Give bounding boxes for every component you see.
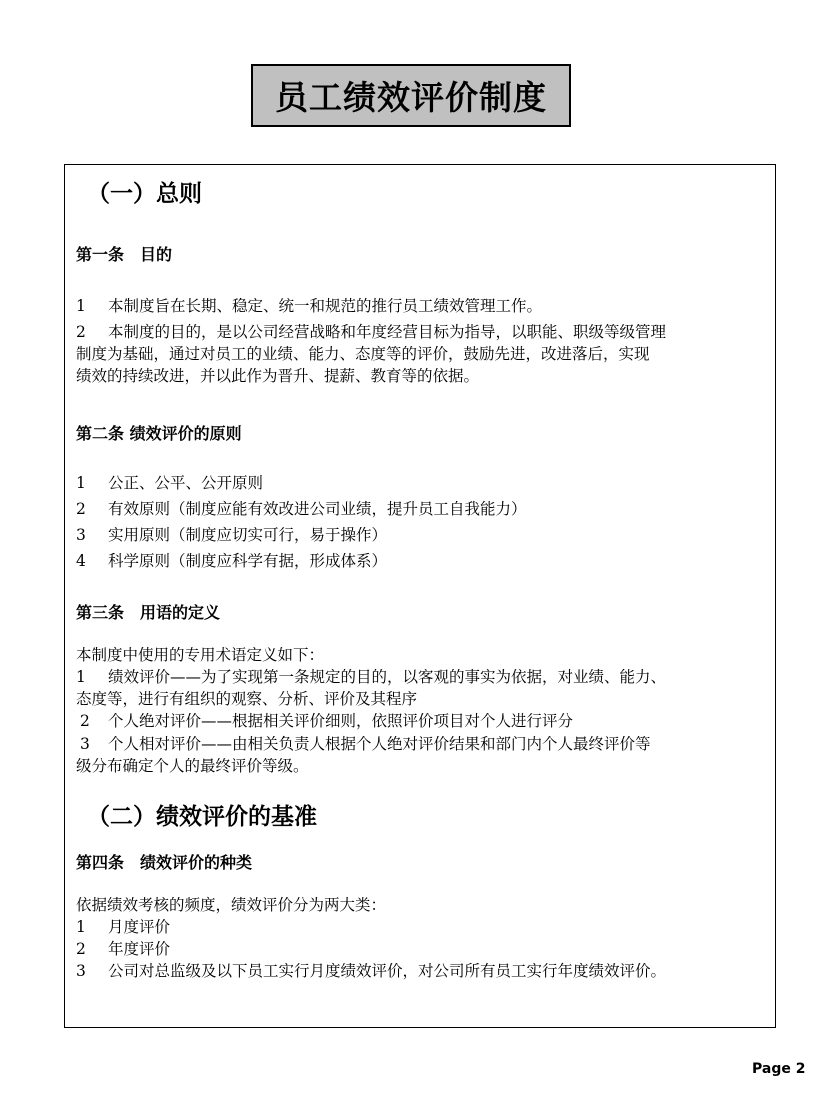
item-text: 公正、公平、公开原则	[108, 474, 264, 492]
document-title: 员工绩效评价制度	[275, 78, 547, 117]
paragraph-line: 依据绩效考核的频度，绩效评价分为两大类：	[76, 896, 387, 914]
article-heading-principles: 第二条 绩效评价的原则	[76, 424, 242, 443]
article-heading-purpose: 第一条 目的	[76, 245, 173, 264]
item-text: 绩效评价——为了实现第一条规定的目的，以客观的事实为依据，对业绩、能力、	[108, 668, 667, 686]
list-item	[76, 916, 170, 938]
item-text: 本制度的目的，是以公司经营战略和年度经营目标为指导，以职能、职级等级管理	[108, 323, 667, 341]
item-text: 个人绝对评价——根据相关评价细则，依照评价项目对个人进行评分	[108, 712, 574, 730]
item-text: 个人相对评价——由相关负责人根据个人绝对评价结果和部门内个人最终评价等	[108, 735, 651, 753]
section-heading-criteria: （二）绩效评价的基准	[87, 804, 317, 830]
page-number: Page 2	[752, 1061, 806, 1077]
list-item	[76, 472, 263, 494]
list-item	[76, 938, 170, 960]
item-number: 2	[76, 323, 86, 341]
item-number: 1	[76, 918, 86, 936]
paragraph-line: 本制度中使用的专用术语定义如下：	[76, 646, 325, 664]
item-text: 公司对总监级及以下员工实行月度绩效评价，对公司所有员工实行年度绩效评价。	[108, 962, 667, 980]
list-item	[76, 733, 651, 755]
item-number: 4	[76, 552, 86, 570]
article-heading-types: 第四条 绩效评价的种类	[76, 853, 253, 872]
list-item	[76, 550, 387, 572]
item-text: 月度评价	[108, 918, 171, 936]
list-item	[76, 524, 387, 546]
list-item	[76, 295, 542, 317]
section-heading-general: （一）总则	[87, 181, 202, 207]
item-text: 有效原则（制度应能有效改进公司业绩，提升员工自我能力）	[108, 500, 527, 518]
item-text: 科学原则（制度应科学有据，形成体系）	[108, 552, 388, 570]
list-item	[76, 960, 666, 982]
item-number: 3	[76, 526, 86, 544]
item-text: 本制度旨在长期、稳定、统一和规范的推行员工绩效管理工作。	[108, 297, 543, 315]
item-text: 实用原则（制度应切实可行，易于操作）	[108, 526, 388, 544]
item-number: 2	[76, 500, 86, 518]
item-number: 1	[76, 668, 86, 686]
document-title-box	[251, 64, 571, 127]
item-text: 年度评价	[108, 940, 171, 958]
list-item	[76, 498, 527, 520]
item-number: 3	[76, 962, 86, 980]
list-item	[76, 321, 666, 343]
item-number: 2	[76, 940, 86, 958]
item-number: 1	[76, 474, 86, 492]
list-item	[76, 666, 666, 688]
paragraph-line: 绩效的持续改进，并以此作为晋升、提薪、教育等的依据。	[76, 367, 480, 385]
paragraph-line: 级分布确定个人的最终评价等级。	[76, 757, 309, 775]
article-heading-definitions: 第三条 用语的定义	[76, 603, 221, 622]
item-number: 1	[76, 297, 86, 315]
item-number: 2	[80, 712, 90, 730]
list-item	[76, 710, 573, 732]
paragraph-line: 态度等，进行有组织的观察、分析、评价及其程序	[76, 690, 418, 708]
content-frame	[64, 164, 776, 1028]
item-number: 3	[80, 735, 90, 753]
paragraph-line: 制度为基础，通过对员工的业绩、能力、态度等的评价，鼓励先进，改进落后，实现	[76, 345, 650, 363]
